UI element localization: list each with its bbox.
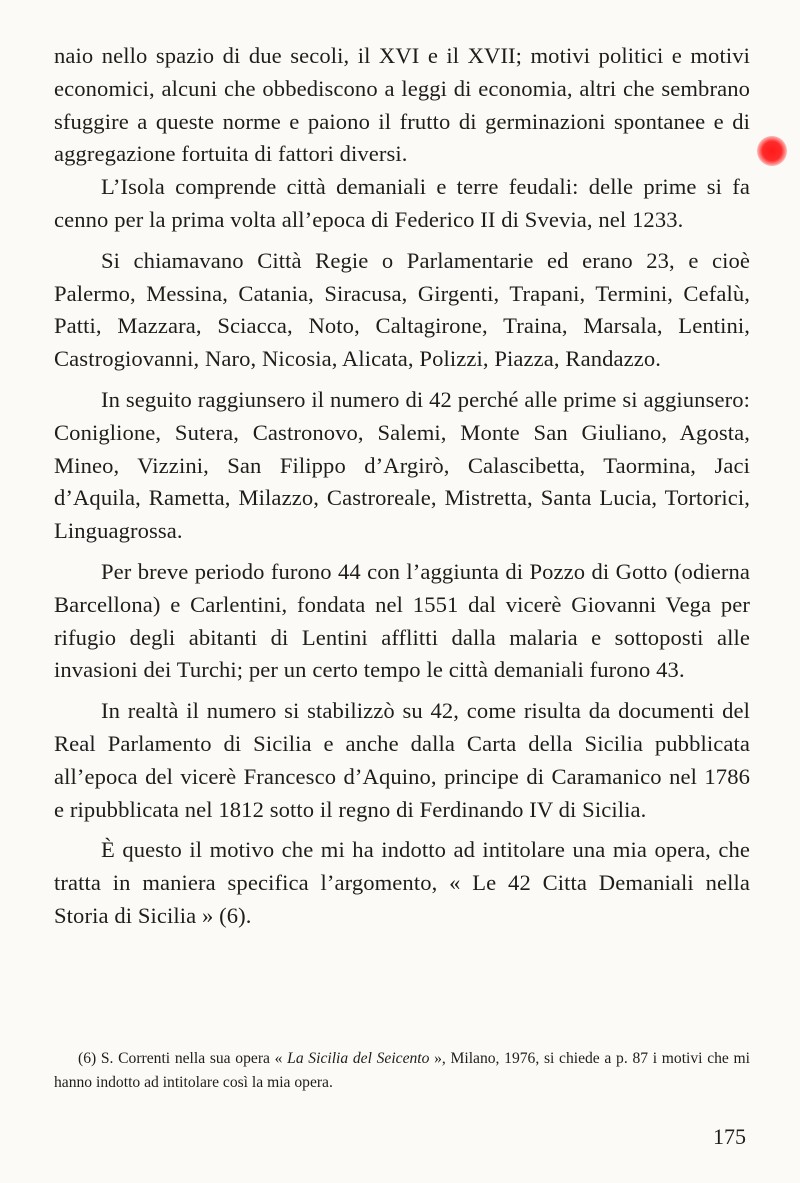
paragraph-1: naio nello spazio di due secoli, il XVI e il XVII; motivi politici e motivi economici, alcuni che obbediscono a leggi di economia, altri che sembrano sfuggire a queste norme e paiono il frutto di germinazioni spontanee e di aggregazione fortuita di fattori diversi.	[54, 43, 750, 167]
paragraph-2: L’Isola comprende città demaniali e terre feudali: delle prime si fa cenno per la prima volta all’epoca di Federico II di Svevia, nel 1233.	[54, 174, 750, 232]
paragraph-3: Si chiamavano Città Regie o Parlamentarie ed erano 23, e cioè Palermo, Messina, Catania, Siracusa, Girgenti, Trapani, Termini, Cefalù, Patti, Mazzara, Sciacca, Noto, Caltagirone, Traina, Marsala, Lentini, Castrogiovanni, Naro, Nicosia, Alicata, Polizzi, Piazza, Randazzo.	[54, 247, 750, 372]
red-dot-icon	[757, 136, 787, 166]
paragraph-7: È questo il motivo che mi ha indotto ad intitolare una mia opera, che tratta in maniera specifica l’argomento, « Le 42 Citta Demaniali nella Storia di Sicilia » (6).	[54, 837, 750, 928]
footnote-text-before: (6) S. Correnti nella sua opera «	[78, 1050, 288, 1067]
paragraph-4: In seguito raggiunsero il numero di 42 perché alle prime si aggiunsero: Coniglione, Sutera, Castronovo, Salemi, Monte San Giuliano, Agosta, Mineo, Vizzini, San Filippo d’Argirò, Calascibetta, Taormina, Jaci d’Aquila, Rametta, Milazzo, Castroreale, Mistretta, Santa Lucia, Tortorici, Linguagrossa.	[54, 386, 750, 544]
footnote	[54, 1047, 750, 1095]
footnote-work-title: La Sicilia del Seicento	[287, 1050, 430, 1067]
footnote-text-after: », Milano, 1976, si chiede a p. 87 i motivi che mi hanno indotto ad intitolare così la mia opera.	[54, 1050, 750, 1091]
page-number: 175	[713, 1124, 746, 1149]
paragraph-5: Per breve periodo furono 44 con l’aggiunta di Pozzo di Gotto (odierna Barcellona) e Carlentini, fondata nel 1551 dal vicerè Giovanni Vega per rifugio degli abitanti di Lentini afflitti dalla malaria e sottoposti alle invasioni dei Turchi; per un certo tempo le città demaniali furono 43.	[54, 558, 750, 683]
paragraph-6: In realtà il numero si stabilizzò su 42, come risulta da documenti del Real Parlamento di Sicilia e anche dalla Carta della Sicilia pubblicata all’epoca del vicerè Francesco d’Aquino, principe di Caramanico nel 1786 e ripubblicata nel 1812 sotto il regno di Ferdinando IV di Sicilia.	[54, 698, 750, 822]
page-body	[54, 40, 750, 933]
